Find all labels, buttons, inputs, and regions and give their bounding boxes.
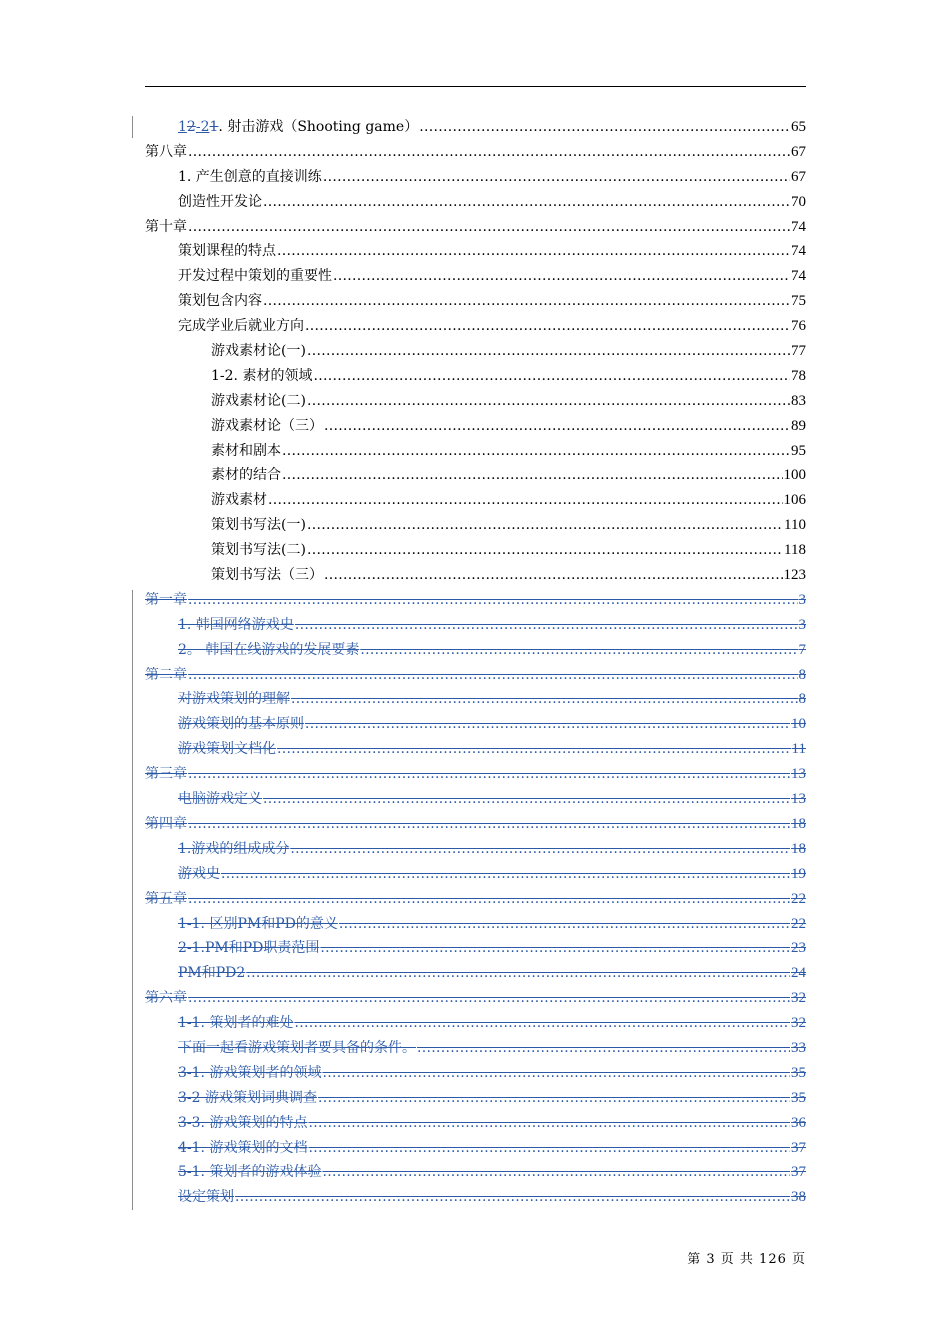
inserted-text: 2 xyxy=(200,119,210,135)
toc-entry[interactable] xyxy=(145,440,806,465)
toc-entry-title: 1-1. 区别PM和PD的意义 xyxy=(178,915,338,932)
toc-entry-page: 22 xyxy=(791,915,806,932)
toc-entry-page: 32 xyxy=(791,1015,806,1032)
toc-entry-page: 32 xyxy=(791,990,806,1007)
dot-leader xyxy=(308,1115,790,1131)
dot-leader xyxy=(221,866,790,882)
toc-entry[interactable] xyxy=(145,315,806,340)
toc-entry[interactable] xyxy=(145,240,806,265)
header-rule xyxy=(145,86,806,87)
toc-entry[interactable] xyxy=(145,1186,806,1211)
toc-entry-page: 77 xyxy=(791,343,806,360)
toc-entry[interactable] xyxy=(145,365,806,390)
toc-entry-title: 1-2. 素材的领域 xyxy=(211,367,313,384)
toc-entry[interactable] xyxy=(145,539,806,564)
toc-entry-title: 第十章 xyxy=(145,218,187,235)
toc-entry-title: 第二章 xyxy=(145,666,187,683)
toc-entry[interactable] xyxy=(145,1112,806,1137)
dot-leader xyxy=(419,119,790,135)
toc-entry[interactable] xyxy=(145,265,806,290)
toc-entry-title: 素材和剧本 xyxy=(211,442,281,459)
dot-leader xyxy=(290,841,790,857)
toc-entry[interactable] xyxy=(145,166,806,191)
dot-leader xyxy=(339,916,790,932)
table-of-contents xyxy=(145,116,806,1211)
toc-entry-page: 67 xyxy=(791,168,806,185)
toc-entry-page: 18 xyxy=(791,840,806,857)
dot-leader xyxy=(246,965,790,981)
toc-entry[interactable] xyxy=(145,888,806,913)
toc-entry-page: 75 xyxy=(791,293,806,310)
toc-entry-page: 37 xyxy=(791,1139,806,1156)
dot-leader xyxy=(277,243,790,259)
toc-entry-title: 游戏素材论（三） xyxy=(211,417,323,434)
toc-entry[interactable] xyxy=(145,962,806,987)
dot-leader xyxy=(308,1140,790,1156)
toc-entry-page: 18 xyxy=(791,815,806,832)
dot-leader xyxy=(318,1090,790,1106)
toc-entry[interactable] xyxy=(145,937,806,962)
inserted-text: 1 xyxy=(178,119,187,135)
deleted-text: 1 xyxy=(209,119,219,135)
toc-entry-title: 3-3. 游戏策划的特点 xyxy=(178,1114,308,1131)
toc-entry-title: 1. 韩国网络游戏史 xyxy=(178,616,294,633)
dot-leader xyxy=(294,1015,790,1031)
toc-entry-page: 35 xyxy=(791,1064,806,1081)
toc-entry-page: 24 xyxy=(791,965,806,982)
toc-entry-title xyxy=(178,116,418,136)
dot-leader xyxy=(188,766,790,782)
toc-entry[interactable] xyxy=(145,788,806,813)
toc-entry-page: 19 xyxy=(791,865,806,882)
toc-entry[interactable] xyxy=(145,1161,806,1186)
toc-entry[interactable] xyxy=(145,1137,806,1162)
toc-entry-title: 策划书写法(一) xyxy=(211,517,306,534)
toc-entry[interactable] xyxy=(145,987,806,1012)
toc-entry-page: 110 xyxy=(784,517,806,534)
toc-entry[interactable] xyxy=(145,390,806,415)
toc-entry-title: 创造性开发论 xyxy=(178,193,262,210)
toc-entry-title: 策划课程的特点 xyxy=(178,243,276,260)
toc-entry-page: 70 xyxy=(791,193,806,210)
toc-entry-page: 23 xyxy=(791,940,806,957)
toc-entry[interactable] xyxy=(145,688,806,713)
toc-entry-page: 35 xyxy=(791,1089,806,1106)
dot-leader xyxy=(268,492,783,508)
toc-entry[interactable] xyxy=(145,813,806,838)
change-bar-deleted xyxy=(132,590,133,1210)
toc-entry-title: 1. 产生创意的直接训练 xyxy=(178,168,322,185)
toc-entry-page: 95 xyxy=(791,442,806,459)
toc-entry-title: 素材的结合 xyxy=(211,467,281,484)
toc-entry-title: 游戏策划文档化 xyxy=(178,741,276,758)
toc-entry[interactable] xyxy=(145,564,806,589)
toc-entry-page: 100 xyxy=(783,467,806,484)
toc-entry-title: 完成学业后就业方向 xyxy=(178,318,304,335)
toc-entry-page: 11 xyxy=(791,741,806,758)
title-text: . 射击游戏（Shooting game） xyxy=(218,119,419,135)
toc-entry-title: 游戏素材 xyxy=(211,492,267,509)
toc-entry-title: 设定策划 xyxy=(178,1189,234,1206)
toc-entry-page: 3 xyxy=(798,616,806,633)
dot-leader xyxy=(263,293,790,309)
inserted-text: - xyxy=(195,119,201,135)
toc-entry-page: 10 xyxy=(791,716,806,733)
dot-leader xyxy=(263,194,790,210)
dot-leader xyxy=(188,667,798,683)
toc-entry-page: 22 xyxy=(791,890,806,907)
toc-entry-shooting-game[interactable] xyxy=(145,116,806,141)
toc-entry[interactable] xyxy=(145,514,806,539)
toc-entry-page: 74 xyxy=(791,218,806,235)
dot-leader xyxy=(322,1164,790,1180)
toc-entry-page: 13 xyxy=(791,791,806,808)
deleted-text: 2 xyxy=(186,119,196,135)
toc-entry[interactable] xyxy=(145,838,806,863)
toc-entry[interactable] xyxy=(145,589,806,614)
dot-leader xyxy=(307,393,790,409)
toc-entry[interactable] xyxy=(145,738,806,763)
dot-leader xyxy=(307,343,790,359)
toc-entry[interactable] xyxy=(145,340,806,365)
dot-leader xyxy=(188,219,790,235)
toc-entry-page: 74 xyxy=(791,243,806,260)
toc-entry-page: 8 xyxy=(798,666,806,683)
change-bar-top xyxy=(132,116,133,138)
toc-entry-page: 106 xyxy=(783,492,806,509)
dot-leader xyxy=(188,592,798,608)
toc-entry-page: 65 xyxy=(791,119,806,135)
dot-leader xyxy=(322,1065,790,1081)
dot-leader xyxy=(307,542,783,558)
toc-entry-page: 76 xyxy=(791,318,806,335)
toc-entry-title: 第六章 xyxy=(145,990,187,1007)
toc-entry-title: 2-1.PM和PD职责范围 xyxy=(178,940,320,957)
toc-entry-page: 74 xyxy=(791,268,806,285)
toc-entry-title: 第八章 xyxy=(145,143,187,160)
toc-entry[interactable] xyxy=(145,489,806,514)
dot-leader xyxy=(188,891,790,907)
toc-entry-title: 游戏史 xyxy=(178,865,220,882)
toc-entry-title: 策划包含内容 xyxy=(178,293,262,310)
toc-entry-title: 开发过程中策划的重要性 xyxy=(178,268,332,285)
dot-leader xyxy=(282,443,790,459)
toc-entry[interactable] xyxy=(145,1012,806,1037)
toc-entry-title: 对游戏策划的理解 xyxy=(178,691,290,708)
dot-leader xyxy=(295,617,798,633)
toc-entry-page: 13 xyxy=(791,766,806,783)
toc-entry-page: 8 xyxy=(798,691,806,708)
toc-entry[interactable] xyxy=(145,464,806,489)
toc-entry-title: 策划书写法(二) xyxy=(211,542,306,559)
toc-entry[interactable] xyxy=(145,415,806,440)
toc-entry[interactable] xyxy=(145,1062,806,1087)
toc-entry-page: 123 xyxy=(783,567,806,584)
dot-leader xyxy=(333,268,790,284)
toc-entry-title: 策划书写法（三） xyxy=(211,567,323,584)
dot-leader xyxy=(307,517,783,533)
dot-leader xyxy=(263,791,790,807)
dot-leader xyxy=(323,169,790,185)
dot-leader xyxy=(188,144,790,160)
dot-leader xyxy=(282,467,783,483)
toc-entry[interactable] xyxy=(145,1087,806,1112)
dot-leader xyxy=(305,716,790,732)
toc-entry-page: 33 xyxy=(791,1039,806,1056)
toc-entry-page: 7 xyxy=(798,641,806,658)
toc-entry-title: 1.游戏的组成成分 xyxy=(178,840,290,857)
toc-entry-title: 第一章 xyxy=(145,591,187,608)
toc-entry-page: 36 xyxy=(791,1114,806,1131)
toc-entry[interactable] xyxy=(145,913,806,938)
toc-entry-page: 89 xyxy=(791,417,806,434)
dot-leader xyxy=(320,940,790,956)
toc-entry-title: 第四章 xyxy=(145,815,187,832)
toc-entry-title: 游戏素材论(二) xyxy=(211,392,306,409)
toc-entry-title: 下面一起看游戏策划者要具备的条件。 xyxy=(178,1039,416,1056)
toc-entry[interactable] xyxy=(145,713,806,738)
toc-entry-title: 第三章 xyxy=(145,766,187,783)
toc-entry-title: 第五章 xyxy=(145,890,187,907)
toc-entry[interactable] xyxy=(145,664,806,689)
toc-entry-title: 5-1. 策划者的游戏体验 xyxy=(178,1164,322,1181)
toc-entry-title: 4-1. 游戏策划的文档 xyxy=(178,1139,308,1156)
toc-entry-page: 78 xyxy=(791,367,806,384)
toc-entry-page: 83 xyxy=(791,392,806,409)
toc-entry-title: 电脑游戏定义 xyxy=(178,791,262,808)
toc-entry-page: 37 xyxy=(791,1164,806,1181)
dot-leader xyxy=(188,816,790,832)
toc-entry-page: 67 xyxy=(791,143,806,160)
toc-entry-title: 3-2 游戏策划词典调查 xyxy=(178,1089,317,1106)
toc-entry[interactable] xyxy=(145,191,806,216)
toc-entry[interactable] xyxy=(145,639,806,664)
toc-entry[interactable] xyxy=(145,216,806,241)
toc-entry-title: PM和PD2 xyxy=(178,965,246,982)
dot-leader xyxy=(305,318,790,334)
toc-entry-title: 游戏策划的基本原则 xyxy=(178,716,304,733)
dot-leader xyxy=(324,567,783,583)
toc-entry[interactable] xyxy=(145,614,806,639)
dot-leader xyxy=(313,368,790,384)
toc-entry-page: 118 xyxy=(784,542,806,559)
toc-entry[interactable] xyxy=(145,1037,806,1062)
dot-leader xyxy=(324,418,790,434)
toc-entry[interactable] xyxy=(145,290,806,315)
dot-leader xyxy=(235,1189,790,1205)
toc-entry-page: 3 xyxy=(798,591,806,608)
dot-leader xyxy=(188,990,790,1006)
toc-entry-title: 游戏素材论(一) xyxy=(211,343,306,360)
toc-entry[interactable] xyxy=(145,141,806,166)
dot-leader xyxy=(417,1040,790,1056)
toc-entry-title: 3-1. 游戏策划者的领域 xyxy=(178,1064,322,1081)
toc-entry[interactable] xyxy=(145,863,806,888)
toc-entry-title: 2。 韩国在线游戏的发展要素 xyxy=(178,641,360,658)
dot-leader xyxy=(277,741,791,757)
dot-leader xyxy=(291,691,798,707)
toc-entry-title: 1-1. 策划者的难处 xyxy=(178,1015,294,1032)
dot-leader xyxy=(360,642,797,658)
toc-entry[interactable] xyxy=(145,763,806,788)
toc-entry-page: 38 xyxy=(791,1189,806,1206)
page-footer: 第 3 页 共 126 页 xyxy=(687,1252,806,1267)
